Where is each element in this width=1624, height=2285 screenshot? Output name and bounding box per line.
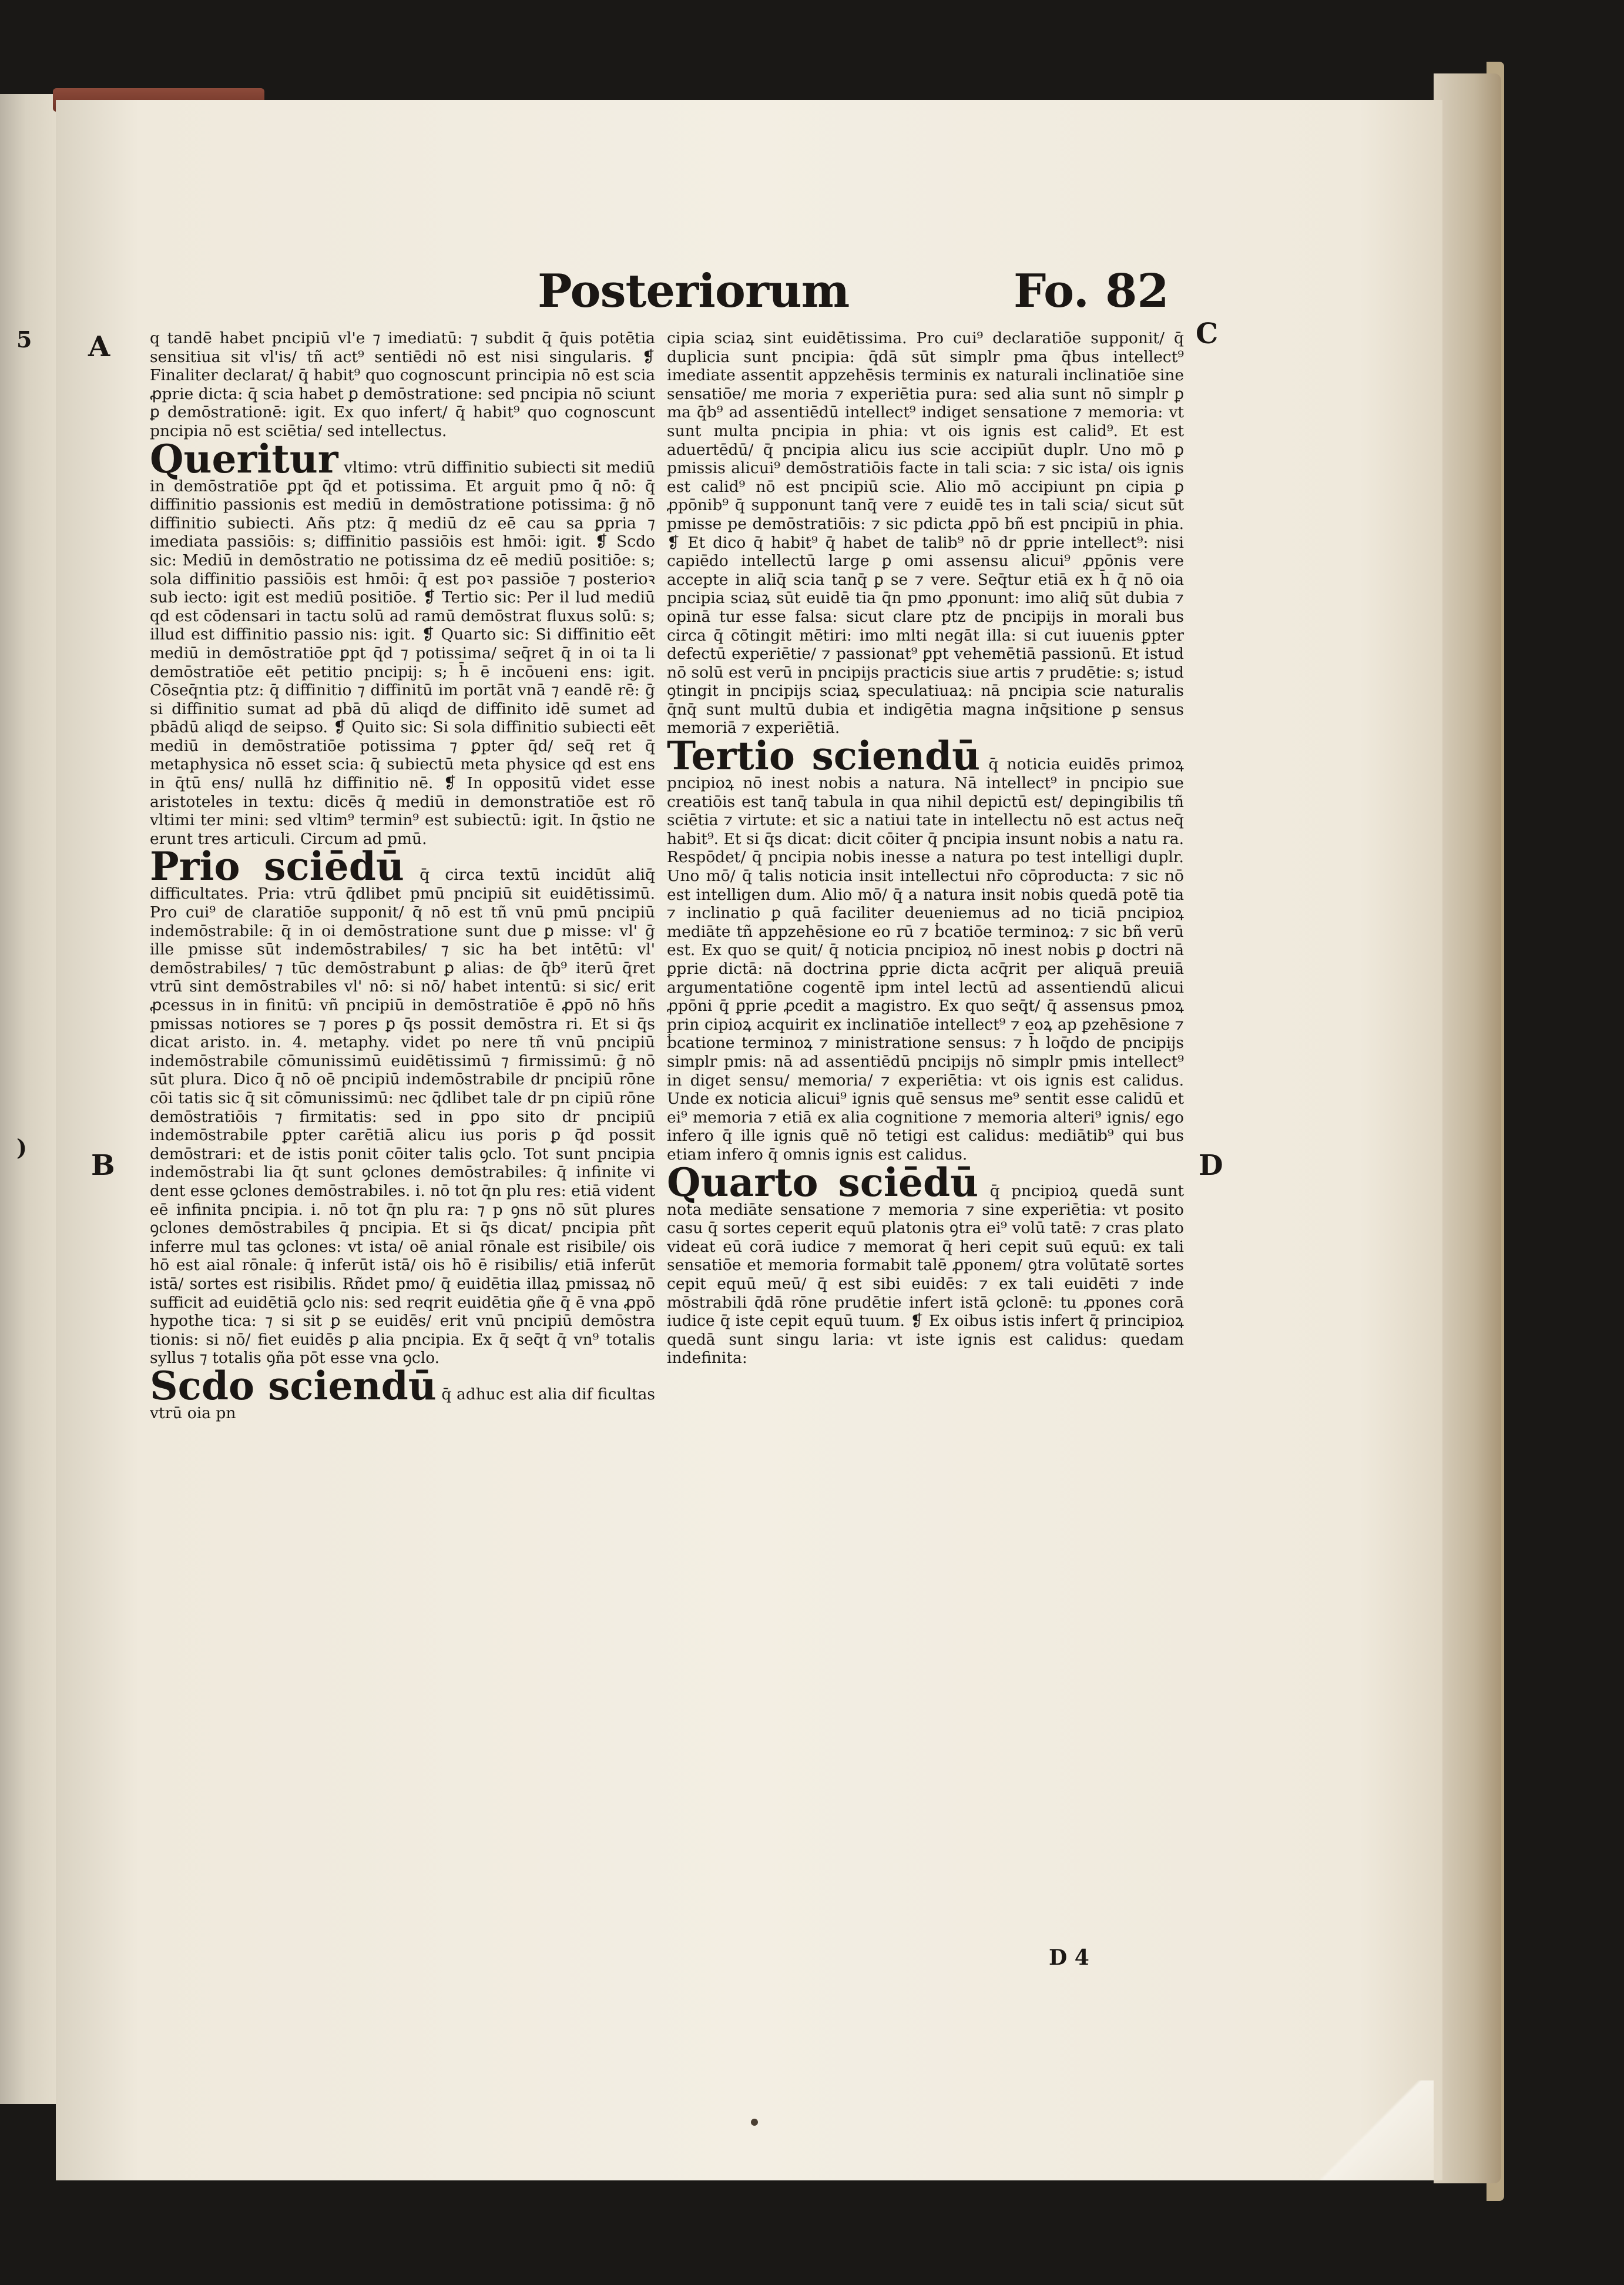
paragraph: [150, 435, 655, 849]
page-stack-edge: [1434, 73, 1501, 2183]
margin-letter-a: A: [88, 330, 110, 363]
folio-number: Fo. 82: [1014, 264, 1169, 318]
page-corner-fold: [1310, 2080, 1434, 2180]
paragraph-text: q̄ adhuc est alia dif ficultas vtrū oia pn: [150, 1385, 655, 1422]
section-heading: Queritur: [150, 435, 338, 482]
paragraph: cipia sciaꝝ sint euidētissima. Pro cui⁹ declaratiōe supponit/ q̄ duplicia sunt pncipia: q̄dā sūt simplr pma q̄bus intellect⁹ imediate assentit appzehēsis terminis ex naturali inclinatiōe sine sensatiōe/ me moria ⁊ experiētia pura: sed alia sunt nō simplr ꝑ ma q̄b⁹ ad assentiēdū intellect⁹ indiget sensatione ⁊ memoria: vt sunt multa pncipia in phia: vt ois ignis est calid⁹. Et est aduertēdū/ q̄ pncipia alicu ius scie accipiūt duplr. Uno mō ꝑ pmissis alicui⁹ demōstratiōis facte in tali scia: ⁊ sic ista/ ois ignis est calid⁹ nō est pncipiū scie. Alio mō accipiunt pn cipia ꝑ ꝓpōnib⁹ q̄ supponunt tanq̄ vere ⁊ euidē tes in tali scia/ sicut sūt pmisse pe demōstratiōis: ⁊ sic pdicta ꝓpō bñ est pncipiū in phia. ❡ Et dico q̄ habit⁹ q̄ habet de talib⁹ nō dr ꝑprie intellect⁹: nisi capiēdo intellectū large ꝑ omi assensu alicui⁹ ꝓpōnis vere accepte in aliq̄ scia tanq̄ ꝑ se ⁊ vere. Seq̄tur etiā ex h̄ q̄ nō oia pncipia sciaꝝ sūt euidē tia q̄n pmo ꝓponunt: imo aliq̄ sūt dubia ⁊ opinā tur esse falsa: sicut clare ptz de pncipijs in morali bus circa q̄ cōtingit mētiri: imo mlti negāt illa: si cut iuuenis ꝑpter defectū experiētie/ ⁊ passionat⁹ ꝑpt vehemētiā passionū. Et istud nō solū est verū in pncipijs practicis siue artis ⁊ prudētie: s; istud ꝯtingit in pncipijs sciaꝝ speculatiuaꝝ: nā pncipia scie naturalis q̄nq̄ sunt multū dubia et indigētia magna inq̄sitione ꝑ sensus memoriā ⁊ experiētiā.: [667, 329, 1184, 738]
paragraph: q tandē habet pncipiū vl'e ⁊ imediatū: ⁊ subdit q̄ q̄uis potētia sensitiua sit vl'is/ tñ act⁹ sentiēdi nō est nisi singularis. ❡ Finaliter declarat/ q̄ habit⁹ quo cognoscunt principia nō est scia ꝓprie dicta: q̄ scia habet ꝑ demōstratione: sed pncipia nō sciunt ꝑ demōstrationē: igit. Ex quo infert/ q̄ habit⁹ quo cognoscunt pncipia nō est sciētia/ sed intellectus.: [150, 329, 655, 440]
signature-mark: D 4: [1049, 1945, 1089, 1970]
paragraph: [667, 733, 1184, 1164]
margin-letter-c: C: [1196, 317, 1219, 350]
right-text-column: [667, 329, 1184, 1975]
paragraph: [150, 843, 655, 1368]
margin-mark-mid: ): [16, 1134, 27, 1161]
section-heading: Tertio sciendū: [667, 733, 981, 779]
left-text-column: [150, 329, 655, 1986]
section-heading: Prio sciēdū: [150, 843, 404, 890]
ink-dot: [751, 2119, 758, 2126]
section-heading: Quarto sciēdū: [667, 1159, 979, 1205]
section-heading: Scdo sciendū: [150, 1362, 437, 1409]
margin-letter-d: D: [1199, 1149, 1223, 1182]
paragraph: [667, 1159, 1184, 1368]
margin-letter-b: B: [91, 1149, 115, 1182]
paragraph-text: vltimo: vtrū diffinitio subiecti sit mediū in demōstratiōe ꝑpt q̄d et potissima. Et arguit pmo q̄ nō: q̄ diffinitio passionis est mediū in demōstratione potissima: ḡ nō diffinitio subiecti. Añs ptz: q̄ mediū dz eē cau sa ꝑpria ⁊ imediata passiōis: s; diffinitio passiōis est hmōi: igit. ❡ Scdo sic: Mediū in demōstratio ne potissima dz eē mediū positiōe: s; sola diffinitio passiōis est hmōi: q̄ est poꝛ passiōe ⁊ posterioꝛ sub iecto: igit est mediū positiōe. ❡ Tertio sic: Per il lud mediū qd est cōdensari in tactu solū ad ramū demōstrat fluxus solū: s; illud est diffinitio passio nis: igit. ❡ Quarto sic: Si diffinitio eēt mediū in demōstratiōe ꝑpt q̄d ⁊ potissima/ seq̄ret q̄ in oi ta li demōstratiōe eēt petitio pncipij: s; h̄ ē incōueni ens: igit. Cōseq̄ntia ptz: q̄ diffinitio ⁊ diffinitū im portāt vnā ⁊ eandē rē: ḡ si diffinitio sumat ad pbā dū aliqd de diffinito idē sumet ad pbādū aliqd de seipso. ❡ Quito sic: Si sola diffinitio subiecti eēt mediū in demōstratiōe potissima ⁊ ꝑpter q̄d/ seq̄ ret q̄ metaphysica nō esset scia: q̄ subiectū meta physice qd est ens in q̄tū ens/ nullā hz diffinitio nē. ❡ In oppositū videt esse aristoteles in textu: dicēs q̄ mediū in demonstratiōe est rō vltimi ter mini: sed vltim⁹ termin⁹ est subiectū: igit. In q̄stio ne erunt tres articuli. Circum ad pmū.: [150, 458, 655, 848]
paragraph-text: q̄ pncipioꝝ quedā sunt nota mediāte sensatione ⁊ memoria ⁊ sine experiētia: vt posito casu q̄ sortes ceperit equū platonis ꝯtra ei⁹ volū tatē: ⁊ cras plato videat eū corā iudice ⁊ memorat q̄ heri cepit suū equū: ex tali sensatiōe et memoria formabit talē ꝓponem/ ꝯtra volūtatē sortes cepit equū meū/ q̄ est sibi euidēs: ⁊ ex tali euidēti ⁊ inde mōstrabili q̄dā rōne prudētie infert istā ꝯclonē: tu ꝓpones corā iudice q̄ iste cepit equū tuum. ❡ Ex oibus istis infert q̄ principioꝝ quedā sunt singu laria: vt iste ignis est calidus: quedam indefinita:: [667, 1181, 1184, 1368]
paragraph-text: q̄ noticia euidēs primoꝝ pncipioꝝ nō inest nobis a natura. Nā intellect⁹ in pncipio sue creatiōis est tanq̄ tabula in qua nihil depictū est/ depingibilis tñ sciētia ⁊ virtute: et sic a natiui tate in intellectu nō est actus neq̄ habit⁹. Et si q̄s dicat: dicit cōiter q̄ pncipia insunt nobis a natu ra. Respōdet/ q̄ pncipia nobis inesse a natura po test intelligi duplr. Uno mō/ q̄ talis noticia insit intellectui nr̄o cōproducta: ⁊ sic nō est intelligen dum. Alio mō/ q̄ a natura insit nobis quedā potē tia ⁊ inclinatio ꝑ quā faciliter deueniemus ad no ticiā pncipioꝝ mediāte tñ appzehēsione eo rū ⁊ ḃcatiōe terminoꝝ: ⁊ sic bñ verū est. Ex quo se quit/ q̄ noticia pncipioꝝ nō inest nobis ꝑ doctri nā ꝑprie dictā: nā doctrina ꝑprie dicta acq̄rit per aliquā preuiā argumentatiōne cogentē ipm intel lectū ad assentiendū alicui ꝓpōni q̄ ꝑprie ꝓcedit a magistro. Ex quo seq̄t/ q̄ assensus pmoꝝ prin cipioꝝ acquirit ex inclinatiōe intellect⁹ ⁊ eoꝝ ap ꝑzehēsione ⁊ ḃcatione terminoꝝ ⁊ ministratione sensus: ⁊ h̄ loq̄do de pncipijs simplr pmis: nā ad assentiēdū pncipijs nō simplr pmis intellect⁹ in diget sensu/ memoria/ ⁊ experiētia: vt ois ignis est calidus. Unde ex noticia alicui⁹ ignis quē sensus me⁹ sentit esse calidū et ei⁹ memoria ⁊ etiā ex alia cognitione ⁊ memoria alteri⁹ ignis/ ego infero q̄ ille ignis quē nō tetigi est calidus: mediātib⁹ qui bus etiam infero q̄ omnis ignis est calidus.: [667, 755, 1184, 1164]
previous-leaf-edge: [0, 94, 65, 2104]
paragraph: [150, 1362, 655, 1423]
paragraph-text: q̄ circa textū incidūt aliq̄ difficultates. Pria: vtrū q̄dlibet pmū pncipiū sit euidētissimū. Pro cui⁹ de claratiōe supponit/ q̄ nō est tñ vnū pmū pncipiū indemōstrabile: q̄ in oi demōstratione sunt due ꝑ misse: vl' ḡ ille pmisse sūt indemōstrabiles/ ⁊ sic ha bet intētū: vl' demōstrabiles/ ⁊ tūc demōstrabunt ꝑ alias: de q̄b⁹ iterū q̄ret vtrū sint demōstrabiles vl' nō: si nō/ habet intentū: si sic/ erit ꝓcessus in in finitū: vñ pncipiū in demōstratiōe ē ꝓpō nō hñs pmissas notiores se ⁊ pores ꝑ q̄s possit demōstra ri. Et si q̄s dicat aristo. in. 4. metaphy. videt po nere tñ vnū pncipiū indemōstrabile cōmunissimū euidētissimū ⁊ firmissimū: ḡ nō sūt plura. Dico q̄ nō oē pncipiū indemōstrabile dr pncipiū rōne cōi tatis sic q̄ sit cōmunissimū: nec q̄dlibet tale dr pn cipiū rōne demōstratiōis ⁊ firmitatis: sed in ꝑpo sito dr pncipiū indemōstrabile ꝑpter carētiā alicu ius poris ꝑ q̄d possit demōstrari: et de istis ponit cōiter talis ꝯclo. Tot sunt pncipia indemōstrabi lia q̄t sunt ꝯclones demōstrabiles: q̄ infinite vi dent esse ꝯclones demōstrabiles. i. nō tot q̄n plu res: etiā vident eē infinita pncipia. i. nō tot q̄n plu ra: ⁊ p ꝯns nō sūt plures ꝯclones demōstrabiles q̄ pncipia. Et si q̄s dicat/ pncipia pñt inferre mul tas ꝯclones: vt ista/ oē anial rōnale est risibile/ ois hō est aial rōnale: q̄ inferūt istā/ ois hō ē risibilis/ etiā inferūt istā/ sortes est risibilis. Rñdet pmo/ q̄ euidētia illaꝝ pmissaꝝ nō sufficit ad euidētiā ꝯclo nis: sed reqrit euidētia ꝯñe q̄ ē vna ꝓpō hypothe tica: ⁊ si sit ꝑ se euidēs/ erit vnū pncipiū demōstra tionis: si nō/ fiet euidēs ꝑ alia pncipia. Ex q̄ seq̄t q̄ vn⁹ totalis syllus ⁊ totalis ꝯña pōt esse vna ꝯclo.: [150, 866, 655, 1368]
running-title: Posteriorum: [538, 264, 850, 318]
margin-mark-top: 5: [16, 326, 32, 353]
